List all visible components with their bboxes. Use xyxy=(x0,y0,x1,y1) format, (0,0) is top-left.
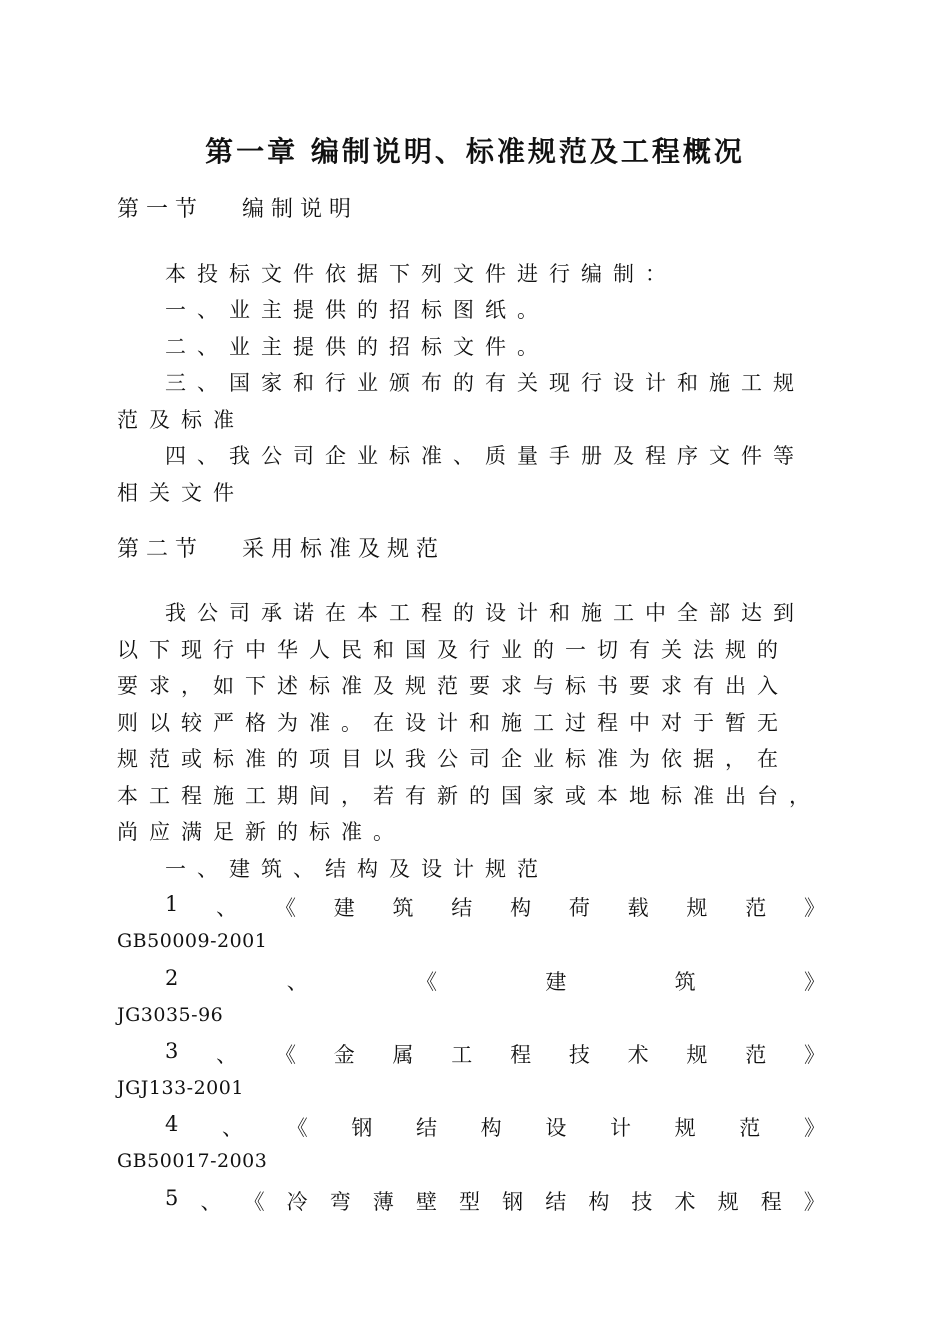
separator: 、 xyxy=(200,1190,222,1214)
paragraph-line: 以下现行中华人民和国及行业的一切有关法规的 xyxy=(117,638,789,662)
standard-title-char: 工 xyxy=(451,1043,473,1067)
standard-entry xyxy=(165,1186,905,1216)
standard-title-char: 钢 xyxy=(351,1116,373,1140)
standard-title-char: 技 xyxy=(568,1043,590,1067)
standard-code: JG3035-96 xyxy=(117,1004,224,1026)
subsection-heading: 一、建筑、结构及设计规范 xyxy=(165,857,549,881)
standard-title-char: 薄 xyxy=(372,1190,394,1214)
standard-title-char: 》 xyxy=(803,970,825,994)
standard-title-char: 程 xyxy=(760,1190,782,1214)
standard-title-char: 设 xyxy=(545,1116,567,1140)
standard-title-char: 范 xyxy=(739,1116,761,1140)
standard-title-char: 范 xyxy=(745,896,767,920)
standard-title-char: 术 xyxy=(627,1043,649,1067)
standard-title-char: 荷 xyxy=(568,896,590,920)
standard-number: 4 xyxy=(165,1112,179,1136)
standard-title-row xyxy=(165,892,825,922)
standard-title-char: 规 xyxy=(717,1190,739,1214)
standard-title-char: 筑 xyxy=(392,896,414,920)
standard-title-char: 《 xyxy=(274,896,296,920)
paragraph-line: 则以较严格为准。在设计和施工过程中对于暂无 xyxy=(117,711,789,735)
standard-title-char: 计 xyxy=(609,1116,631,1140)
standard-title-char: 型 xyxy=(459,1190,481,1214)
standard-title-char: 构 xyxy=(480,1116,502,1140)
paragraph-line: 尚应满足新的标准。 xyxy=(117,820,405,844)
standard-code: GB50017-2003 xyxy=(117,1150,268,1172)
list-item: 四、我公司企业标准、质量手册及程序文件等 xyxy=(165,444,805,468)
standard-title-char: 规 xyxy=(674,1116,696,1140)
standard-number: 1 xyxy=(165,892,179,916)
list-item: 二、业主提供的招标文件。 xyxy=(165,335,549,359)
standard-title-char: 范 xyxy=(745,1043,767,1067)
standard-title-char: 程 xyxy=(510,1043,532,1067)
standard-title-row xyxy=(165,1112,825,1142)
standard-title-char: 《 xyxy=(286,1116,308,1140)
separator: 、 xyxy=(286,970,308,994)
standard-title-char: 《 xyxy=(416,970,437,994)
standard-title-char: 壁 xyxy=(415,1190,437,1214)
separator: 、 xyxy=(216,896,238,920)
standard-title-char: 钢 xyxy=(502,1190,524,1214)
standard-title-char: 构 xyxy=(588,1190,610,1214)
standard-number: 3 xyxy=(165,1039,179,1063)
standard-title-char: 《 xyxy=(243,1190,265,1214)
standard-title-row xyxy=(165,1039,825,1069)
standard-title-char: 属 xyxy=(392,1043,414,1067)
standard-code: GB50009-2001 xyxy=(117,930,268,952)
paragraph-line: 本工程施工期间，若有新的国家或本地标准出台， xyxy=(117,784,821,808)
standard-title-char: 结 xyxy=(451,896,473,920)
paragraph-line: 要求，如下述标准及规范要求与标书要求有出入 xyxy=(117,674,789,698)
standard-title-char: 载 xyxy=(627,896,649,920)
section-number: 第一节 xyxy=(117,197,205,222)
standard-entry xyxy=(165,1112,905,1142)
standard-title-char: 》 xyxy=(803,1190,825,1214)
paragraph-line: 本投标文件依据下列文件进行编制： xyxy=(165,262,677,286)
standard-title-char: 弯 xyxy=(329,1190,351,1214)
paragraph-line: 我公司承诺在本工程的设计和施工中全部达到 xyxy=(165,601,805,625)
standard-title-char: 建 xyxy=(545,970,567,994)
separator: 、 xyxy=(216,1043,238,1067)
standard-title-char: 结 xyxy=(545,1190,567,1214)
list-item: 三、国家和行业颁布的有关现行设计和施工规 xyxy=(165,371,805,395)
standard-number: 2 xyxy=(165,966,179,990)
separator: 、 xyxy=(222,1116,244,1140)
list-item-continued: 相关文件 xyxy=(117,481,245,505)
standard-title-char: 规 xyxy=(686,1043,708,1067)
standard-title-char: 结 xyxy=(416,1116,437,1140)
standard-title-char: 构 xyxy=(510,896,532,920)
standard-entry xyxy=(165,1039,905,1069)
standard-title-char: 《 xyxy=(274,1043,296,1067)
standard-title-row xyxy=(165,1186,825,1216)
standard-entry xyxy=(165,966,905,996)
standard-title-char: 规 xyxy=(686,896,708,920)
section-heading-1 xyxy=(117,192,358,223)
standard-title-char: 冷 xyxy=(286,1190,308,1214)
standard-code: JGJ133-2001 xyxy=(117,1077,244,1099)
section-name: 采用标准及规范 xyxy=(242,537,446,562)
standard-entry xyxy=(165,892,905,922)
section-number: 第二节 xyxy=(117,537,205,562)
section-name: 编制说明 xyxy=(242,197,359,222)
standard-title-char: 建 xyxy=(333,896,355,920)
standard-title-row xyxy=(165,966,825,996)
standard-number: 5 xyxy=(165,1186,179,1210)
list-item-continued: 范及标准 xyxy=(117,408,245,432)
standard-title-char: 》 xyxy=(803,896,825,920)
standard-title-char: 术 xyxy=(674,1190,696,1214)
standard-title-char: 金 xyxy=(333,1043,355,1067)
paragraph-line: 规范或标准的项目以我公司企业标准为依据，在 xyxy=(117,747,789,771)
standard-title-char: 》 xyxy=(803,1116,825,1140)
chapter-title: 第一章 编制说明、标准规范及工程概况 xyxy=(205,135,745,168)
section-heading-2 xyxy=(117,532,445,563)
standard-title-char: 筑 xyxy=(674,970,696,994)
standard-title-char: 技 xyxy=(631,1190,653,1214)
standard-title-char: 》 xyxy=(803,1043,825,1067)
list-item: 一、业主提供的招标图纸。 xyxy=(165,298,549,322)
